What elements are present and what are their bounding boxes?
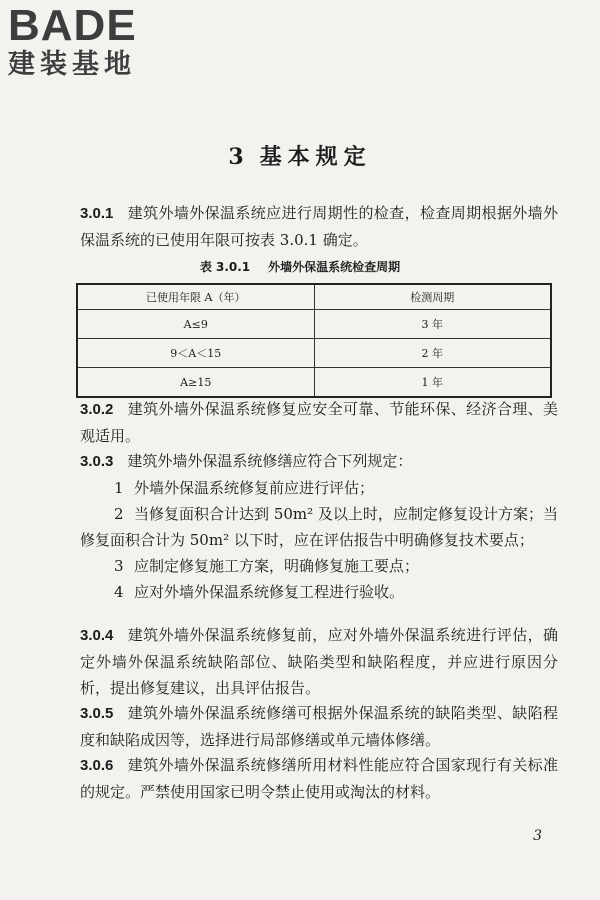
logo-subtitle: 建装基地 — [8, 49, 136, 80]
list-item — [80, 579, 558, 605]
item-number: 3 — [114, 557, 124, 575]
list-item — [80, 553, 558, 579]
clause-text: 建筑外墙外保温系统修复前，应对外墙外保温系统进行评估，确定外墙外保温系统缺陷部位、缺陷类型和缺陷程度，并应进行原因分析，提出修复建议，出具评估报告。 — [80, 626, 558, 697]
clause-text: 建筑外墙外保温系统修缮所用材料性能应符合国家现行有关标准的规定。严禁使用国家已明令禁止使用或淘汰的材料。 — [80, 756, 558, 801]
page-number: 3 — [533, 828, 542, 844]
item-text: 应对外墙外保温系统修复工程进行验收。 — [134, 583, 405, 601]
clause-3-0-6 — [80, 752, 558, 805]
table-row — [77, 339, 551, 368]
clause-3-0-4 — [80, 622, 558, 701]
table-row — [77, 368, 551, 398]
table-cell: A≥15 — [77, 368, 314, 398]
table-row — [77, 310, 551, 339]
clause-number: 3.0.6 — [80, 757, 114, 774]
item-text: 应制定修复施工方案，明确修复施工要点； — [134, 557, 420, 575]
table-header-cell: 已使用年限 A（年） — [77, 284, 314, 310]
table-header-row — [77, 284, 551, 310]
clause-3-0-2 — [80, 396, 558, 449]
clause-number: 3.0.5 — [80, 705, 114, 722]
table-caption — [0, 258, 600, 275]
item-number: 1 — [114, 479, 124, 497]
list-item — [80, 475, 558, 501]
clause-text: 建筑外墙外保温系统修缮可根据外保温系统的缺陷类型、缺陷程度和缺陷成因等，选择进行局部修缮或单元墙体修缮。 — [80, 704, 558, 749]
clause-text: 建筑外墙外保温系统修复应安全可靠、节能环保、经济合理、美观适用。 — [80, 400, 558, 445]
item-text: 当修复面积合计达到 50m² 及以上时，应制定修复设计方案；当修复面积合计为 50m² 以下时，应在评估报告中明确修复技术要点； — [80, 505, 558, 549]
table-cell: 9＜A＜15 — [77, 339, 314, 368]
table-cell: 3 年 — [314, 310, 551, 339]
clause-number: 3.0.1 — [80, 205, 114, 222]
item-number: 4 — [114, 583, 124, 601]
item-number: 2 — [114, 505, 124, 523]
clause-text: 建筑外墙外保温系统应进行周期性的检查，检查周期根据外墙外保温系统的已使用年限可按表 3.0.1 确定。 — [80, 204, 558, 249]
table-title: 外墙外保温系统检查周期 — [268, 260, 401, 274]
chapter-heading — [0, 140, 600, 171]
logo-brand: BADE — [8, 1, 137, 50]
clause-number: 3.0.2 — [80, 401, 114, 418]
clause-3-0-1 — [80, 200, 558, 253]
bade-logo — [8, 1, 178, 80]
item-text: 外墙外保温系统修复前应进行评估； — [134, 479, 375, 497]
inspection-cycle-table — [76, 283, 552, 398]
table-cell: 2 年 — [314, 339, 551, 368]
chapter-title: 基本规定 — [259, 144, 372, 170]
table-header-cell: 检测周期 — [314, 284, 551, 310]
table-cell: 1 年 — [314, 368, 551, 398]
table-cell: A≤9 — [77, 310, 314, 339]
clause-text: 建筑外墙外保温系统修缮应符合下列规定： — [127, 452, 413, 470]
clause-number: 3.0.3 — [80, 453, 114, 470]
clause-3-0-3 — [80, 448, 558, 605]
chapter-number: 3 — [228, 144, 250, 170]
list-item — [80, 501, 558, 553]
clause-3-0-5 — [80, 700, 558, 753]
clause-number: 3.0.4 — [80, 627, 114, 644]
table-number: 表 3.0.1 — [199, 260, 251, 274]
